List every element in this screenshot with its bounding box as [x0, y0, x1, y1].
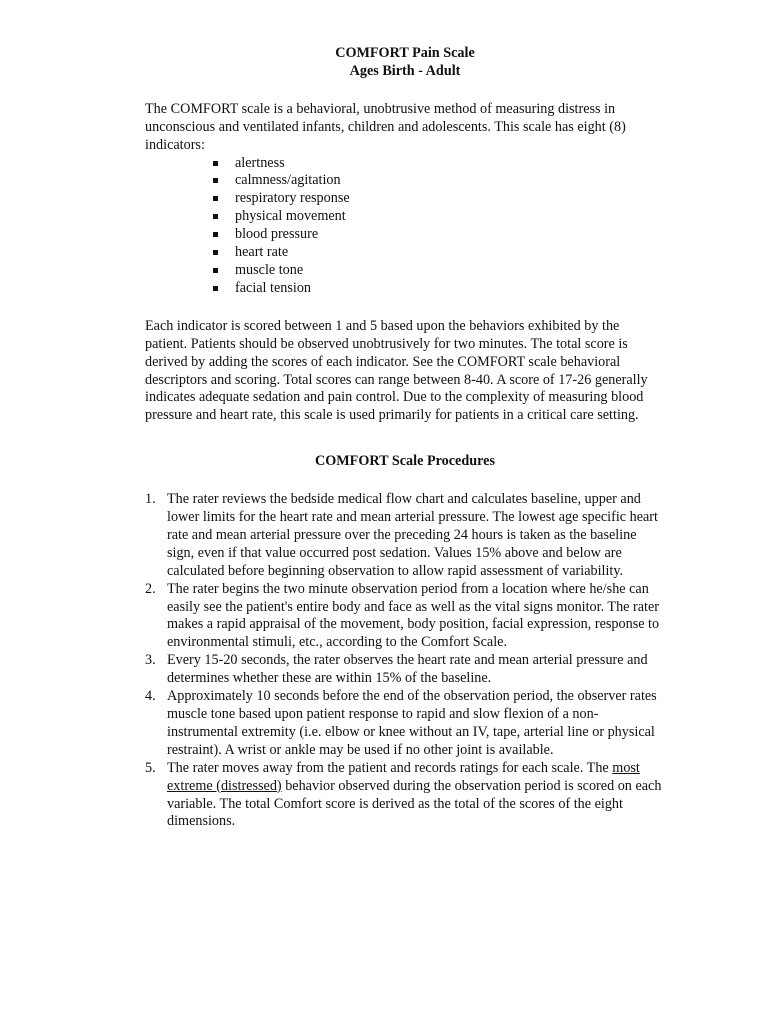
step-number: 4. [145, 688, 156, 705]
step-text-before: The rater moves away from the patient and records ratings for each scale. The [167, 759, 613, 776]
step-number: 3. [145, 652, 156, 669]
list-item [213, 190, 665, 208]
square-bullet-icon [213, 268, 218, 273]
indicator-label: alertness [235, 154, 285, 171]
document-page [145, 45, 665, 831]
indicator-label: blood pressure [235, 226, 319, 243]
square-bullet-icon [213, 214, 218, 219]
square-bullet-icon [213, 196, 218, 201]
list-item [213, 155, 665, 173]
procedure-step [145, 581, 665, 653]
list-item [213, 226, 665, 244]
indicator-label: calmness/agitation [235, 172, 341, 189]
underlined-emphasis: most extreme (distressed) [167, 759, 640, 794]
list-item [213, 172, 665, 190]
step-number: 5. [145, 759, 156, 776]
indicator-list [145, 155, 665, 298]
intro-paragraph: The COMFORT scale is a behavioral, unobtrusive method of measuring distress in unconscious and ventilated infants, children and adolescents. This scale has eight (8) indicators: [145, 100, 626, 153]
square-bullet-icon [213, 232, 218, 237]
square-bullet-icon [213, 161, 218, 166]
list-item [213, 262, 665, 280]
procedure-step [145, 688, 665, 760]
indicator-label: heart rate [235, 244, 289, 261]
step-text: The rater begins the two minute observation period from a location where he/she can easily see the patient's entire body and face as well as the vital signs monitor. The rater makes a rapid appraisal of the movement, body position, facial expression, response to environmental stimuli, etc., according to the Comfort Scale. [167, 580, 660, 651]
list-item [213, 244, 665, 262]
procedures-title: COMFORT Scale Procedures [315, 453, 495, 470]
document-title: COMFORT Pain Scale [335, 45, 475, 61]
list-item [213, 280, 665, 298]
step-text: The rater reviews the bedside medical flow chart and calculates baseline, upper and lower limits for the heart rate and mean arterial pressure. The lowest age specific heart rate and mean arterial pressure over the preceding 24 hours is taken as the baseline sign, even if that value occurred post sedation. Values 15% above and below are calculated before beginning observation to allow rapid assessment of variability. [167, 491, 658, 579]
list-item [213, 208, 665, 226]
step-number: 2. [145, 580, 156, 597]
procedure-step [145, 652, 665, 688]
indicator-label: respiratory response [235, 190, 350, 207]
square-bullet-icon [213, 178, 218, 183]
indicator-label: physical movement [235, 208, 346, 225]
document-subtitle: Ages Birth - Adult [349, 62, 461, 79]
indicator-label: facial tension [235, 279, 312, 296]
square-bullet-icon [213, 286, 218, 291]
step-text-after: behavior observed during the observation period is scored on each variable. The total Comfort score is derived as the total of the scores of the eight dimensions. [167, 777, 662, 830]
square-bullet-icon [213, 250, 218, 255]
step-number: 1. [145, 491, 156, 508]
step-text: Every 15-20 seconds, the rater observes the heart rate and mean arterial pressure and determines whether these are within 15% of the baseline. [167, 652, 648, 687]
step-text [167, 760, 661, 830]
scoring-paragraph: Each indicator is scored between 1 and 5 based upon the behaviors exhibited by the patient. Patients should be observed unobtrusively for two minutes. The total score is derived by adding the scores of each indicator. See the COMFORT scale behavioral descriptors and scoring. Total scores can range between 8-40. A score of 17-26 generally indicates adequate sedation and pain control. Due to the complexity of measuring blood pressure and heart rate, this scale is used primarily for patients in a critical care setting. [145, 317, 648, 424]
procedure-step [145, 491, 665, 581]
procedures-list [145, 491, 665, 831]
step-text: Approximately 10 seconds before the end of the observation period, the observer rates muscle tone based upon patient response to rapid and slow flexion of a non-instrumental extremity (i.e. elbow or knee without an IV, tape, arterial line or physical restraint). A wrist or ankle may be used if no other joint is available. [167, 688, 657, 758]
indicator-label: muscle tone [235, 261, 304, 278]
procedure-step [145, 760, 665, 832]
